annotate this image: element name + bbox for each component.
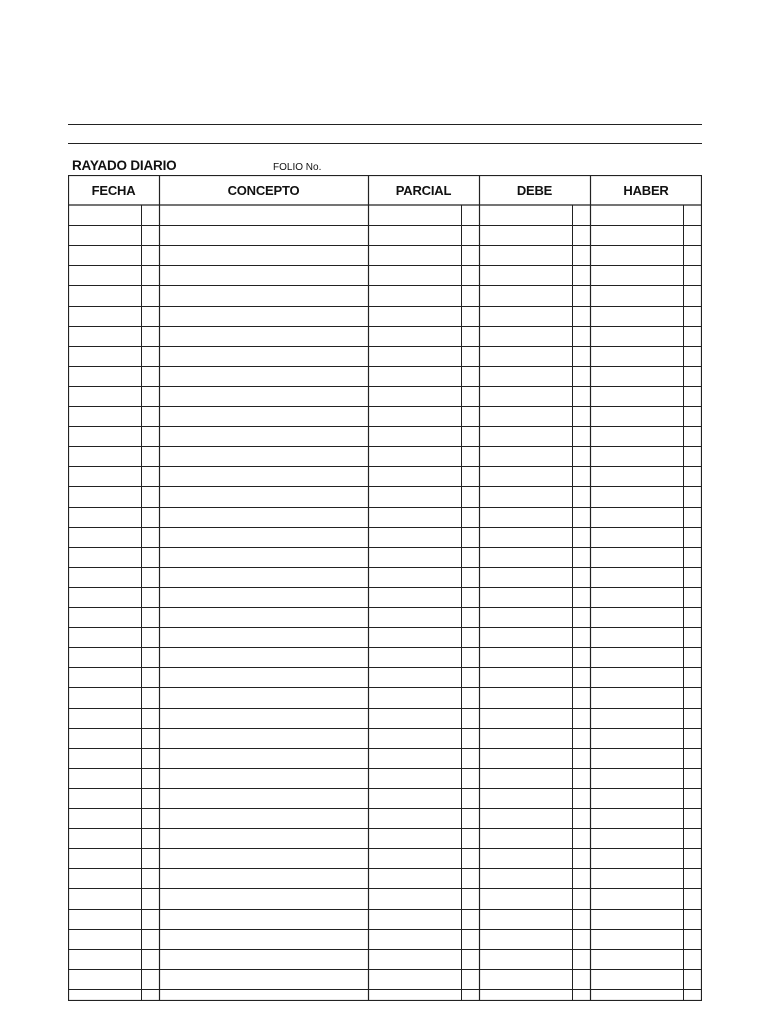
ledger-table bbox=[68, 175, 702, 1001]
column-header-fecha: FECHA bbox=[91, 182, 136, 198]
column-header-concepto: CONCEPTO bbox=[227, 182, 300, 198]
ledger-grid bbox=[68, 175, 702, 1001]
ledger-border bbox=[69, 176, 702, 1001]
form-title: RAYADO DIARIO bbox=[72, 158, 177, 173]
column-header-debe: DEBE bbox=[516, 182, 553, 198]
top-rule bbox=[68, 124, 702, 125]
column-header-haber: HABER bbox=[623, 182, 669, 198]
column-header-parcial: PARCIAL bbox=[395, 182, 452, 198]
second-rule bbox=[68, 143, 702, 144]
folio-label: FOLIO No. bbox=[273, 162, 322, 173]
